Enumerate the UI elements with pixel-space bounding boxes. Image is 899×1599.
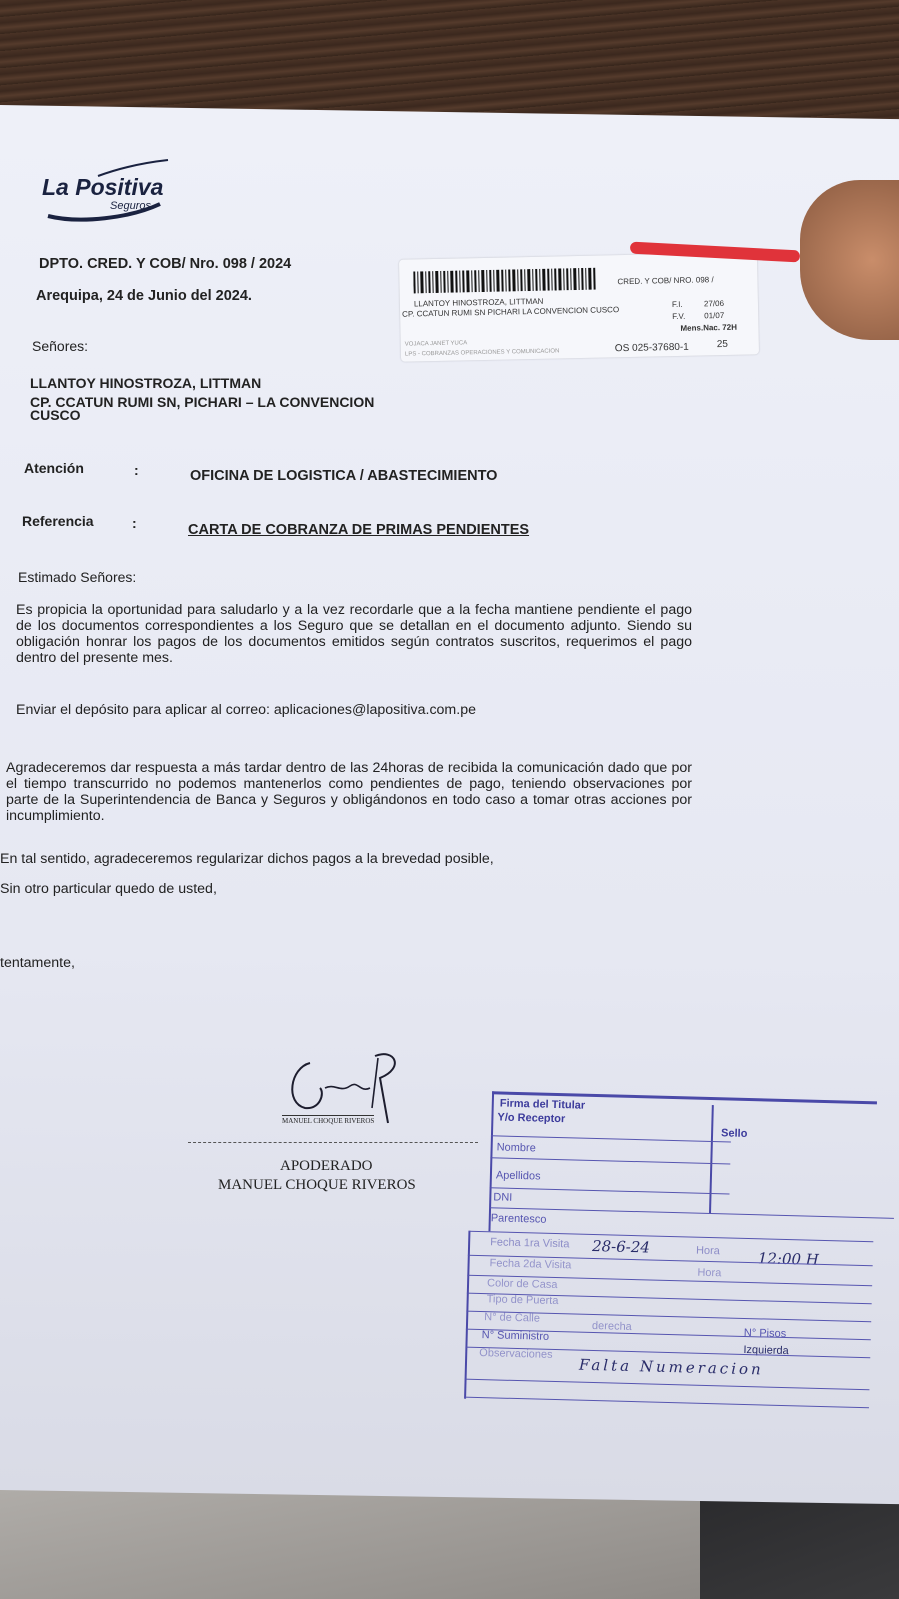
signatory-title: APODERADO — [280, 1158, 373, 1174]
sticker-fv-label: F.V. — [672, 311, 686, 322]
stamp-firma-sub: Y/o Receptor — [497, 1111, 566, 1126]
stamp-row-line — [465, 1379, 870, 1391]
stamp-fecha-visita-value: 28-6-24 — [591, 1236, 651, 1257]
sticker-service-type: Mens.Nac. 72H — [680, 322, 738, 333]
signatory-name: MANUEL CHOQUE RIVEROS — [218, 1177, 416, 1193]
sticker-os-count: 25 — [716, 338, 729, 351]
sticker-department-ref: CRED. Y COB/ NRO. 098 / — [617, 275, 714, 287]
sticker-faint-line-1: VOJACA JANET YUCA — [404, 340, 468, 348]
stamp-hora-2-label: Hora — [697, 1266, 722, 1280]
sticker-fi-label: F.I. — [671, 299, 683, 310]
brand-tagline: Seguros — [110, 200, 151, 212]
reference-separator: : — [132, 515, 137, 531]
brand-name: La Positiva — [42, 174, 164, 200]
reference-value: CARTA DE COBRANZA DE PRIMAS PENDIENTES — [188, 522, 530, 538]
closing: tentamente, — [0, 955, 75, 971]
recipient-name: LLANTOY HINOSTROZA, LITTMAN — [30, 375, 262, 391]
place-and-date: Arequipa, 24 de Junio del 2024. — [36, 288, 252, 304]
stamp-sello-label: Sello — [720, 1127, 748, 1140]
greeting: Estimado Señores: — [18, 569, 137, 585]
stamp-row-line — [489, 1207, 894, 1219]
stamp-left-border-upper — [488, 1091, 494, 1231]
reference-label: Referencia — [22, 513, 94, 529]
stamp-nombre-label: Nombre — [496, 1141, 536, 1155]
mailing-label-sticker — [399, 252, 759, 361]
stamp-tipo-puerta-label: Tipo de Puerta — [486, 1293, 559, 1308]
body-paragraph-4: En tal sentido, agradeceremos regularizar dichos pagos a la brevedad posible, — [0, 851, 494, 867]
stamp-row-line — [490, 1187, 730, 1194]
attention-value: OFICINA DE LOGISTICA / ABASTECIMIENTO — [190, 468, 498, 484]
stamp-hora-label: Hora — [695, 1244, 721, 1258]
body-paragraph-2: Enviar el depósito para aplicar al correo: aplicaciones@lapositiva.com.pe — [16, 702, 476, 718]
recipient-city: CUSCO — [30, 407, 81, 423]
stamp-fecha-visita-label: Fecha 1ra Visita — [490, 1236, 570, 1251]
sticker-faint-line-2: LPS - COBRANZAS OPERACIONES Y COMUNICACION — [404, 348, 560, 358]
document-reference-number: DPTO. CRED. Y COB/ Nro. 098 / 2024 — [39, 256, 292, 272]
salutation-to: Señores: — [32, 338, 89, 354]
sticker-recipient-address: CP. CCATUN RUMI SN PICHARI LA CONVENCION CUSCO — [402, 305, 620, 319]
recipient-address: CP. CCATUN RUMI SN, PICHARI – LA CONVENCION — [30, 394, 375, 410]
stamp-divider — [709, 1105, 714, 1213]
stamp-hora-value: 12:00 H — [757, 1249, 820, 1269]
stamp-fecha-2da-label: Fecha 2da Visita — [489, 1257, 572, 1272]
stamp-row-line — [490, 1157, 730, 1164]
stamp-observaciones-value: Falta Numeracion — [578, 1355, 764, 1379]
delivery-receipt-stamp — [464, 1091, 877, 1411]
sticker-fi-value: 27/06 — [703, 298, 725, 309]
stamp-dni-label: DNI — [493, 1191, 513, 1204]
stamp-izquierda-label: Izquierda — [743, 1343, 789, 1358]
sticker-recipient-name: LLANTOY HINOSTROZA, LITTMAN — [413, 296, 544, 309]
barcode-icon — [413, 268, 598, 294]
signature-line — [188, 1142, 478, 1143]
attention-label: Atención — [24, 460, 84, 476]
sticker-os-code: OS 025-37680-1 — [614, 341, 689, 355]
signature-stamp-name: MANUEL CHOQUE RIVEROS — [282, 1117, 375, 1125]
stamp-apellidos-label: Apellidos — [495, 1169, 541, 1183]
stamp-calle-label: N° de Calle — [484, 1311, 541, 1325]
stamp-firma-label: Firma del Titular — [499, 1097, 586, 1112]
stamp-observaciones-label: Observaciones — [479, 1347, 553, 1361]
stamp-pisos-label: N° Pisos — [743, 1326, 787, 1341]
attention-separator: : — [134, 462, 139, 478]
body-paragraph-1: Es propicia la oportunidad para saludarlo y a la vez recordarle que a la fecha mantiene pendiente el pago de los documentos correspondientes a los Seguro que se detallan en el documento adjunto. Siendo su obligación honrar los pagos de los documentos emitidos según contratos suscritos, requerimos el pago dentro del presente mes. — [16, 602, 692, 666]
body-paragraph-3: Agradeceremos dar respuesta a más tardar dentro de las 24horas de recibida la comunicación dado que por el tiempo transcurrido no podemos mantenerlos como pendientes de pago, teniendo observaciones por parte de la Superintendencia de Banca y Seguros y obligándonos en todo caso a tomar otras acciones por incumplimiento. — [6, 760, 692, 824]
stamp-color-casa-label: Color de Casa — [486, 1277, 558, 1292]
stamp-derecha-label: derecha — [591, 1319, 632, 1334]
stamp-parentesco-label: Parentesco — [490, 1212, 547, 1226]
sticker-fv-value: 01/07 — [704, 310, 725, 321]
body-paragraph-5: Sin otro particular quedo de usted, — [0, 881, 217, 897]
stamp-suministro-label: N° Suministro — [481, 1329, 550, 1343]
